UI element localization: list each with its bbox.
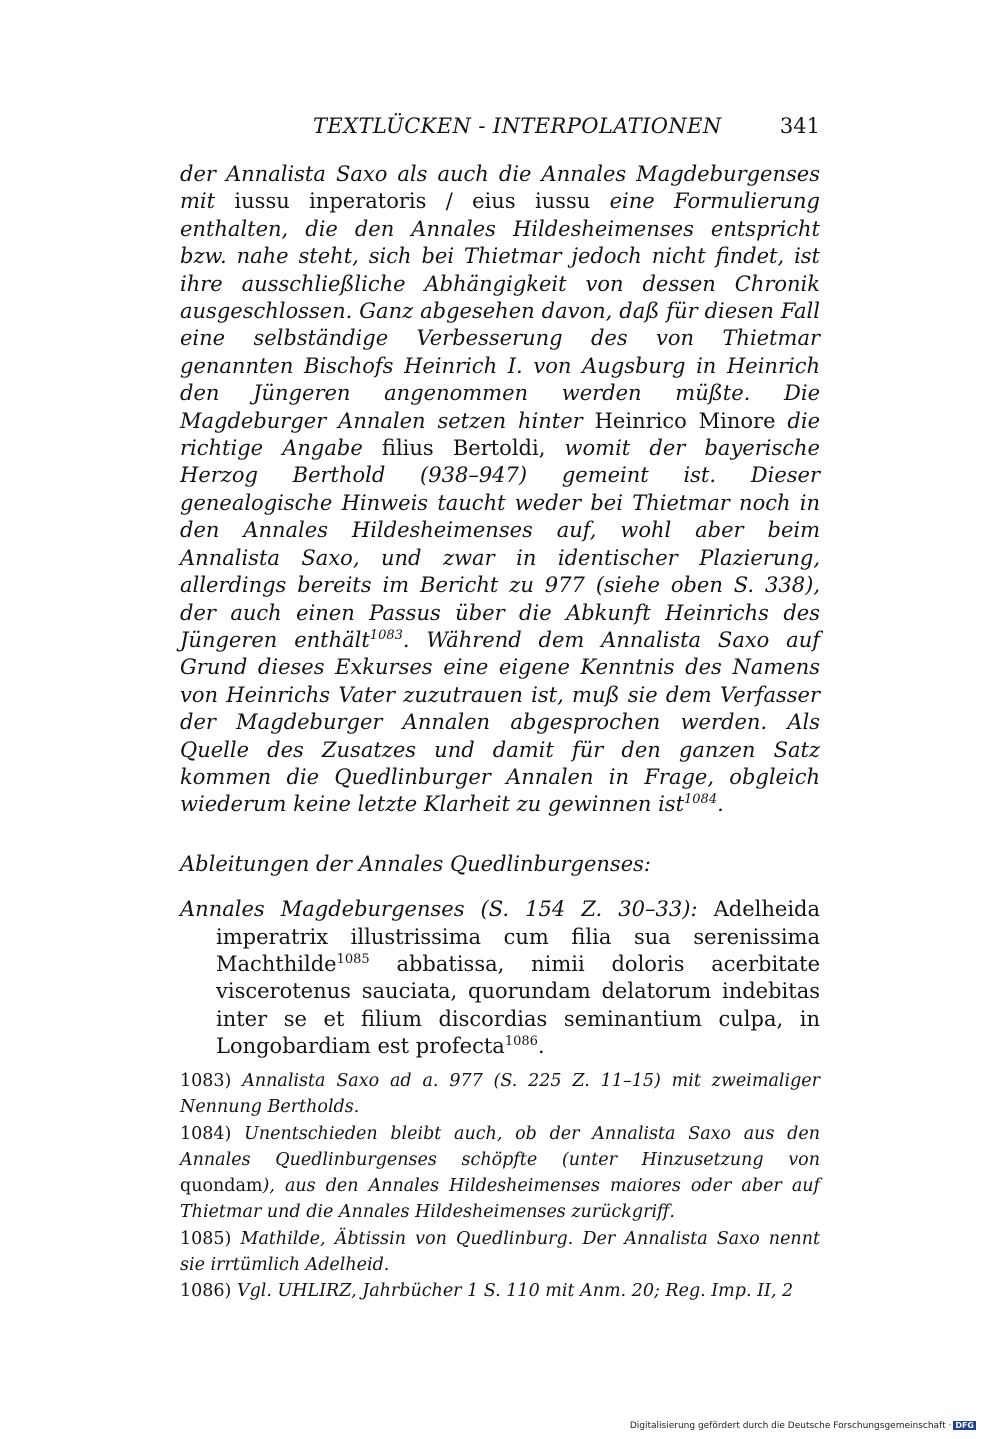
source-excerpt [180, 896, 820, 1060]
footnotes [180, 1068, 820, 1305]
excerpt-source: Annales Magdeburgenses (S. 154 Z. 30–33): [180, 897, 698, 922]
text-span: eine Formulierung enthalten, die den Annales Hildesheimenses entspricht bzw. nahe steht, sich bei Thietmar jedoch nicht findet, ist ihre ausschließliche Abhängigkeit von dessen Chronik ausgeschlossen. Ganz abgesehen davon, daß für diesen Fall eine selbständige Verbesserung des von Thietmar genannten Bischofs Heinrich I. von Augsburg in Heinrich den Jüngeren angenommen werden müßte. Die Magdeburger Annalen setzen hinter [180, 189, 820, 433]
footnote-ref-1083: 1083 [369, 627, 403, 643]
running-head [180, 114, 820, 148]
digitization-text: Digitalisierung gefördert durch die Deutsche Forschungsgemeinschaft · [629, 1421, 952, 1431]
section-heading: Ableitungen der Annales Quedlinburgenses: [180, 851, 651, 876]
footnote-number: 1085) [180, 1228, 232, 1249]
footnote-1083 [180, 1068, 820, 1121]
text-span: der Annalista Saxo als auch die Annales Magdeburgenses mit [180, 162, 820, 214]
text-span: iussu inperatoris / eius iussu [215, 189, 610, 214]
footnote-number: 1084) [180, 1123, 232, 1144]
text-span: Adelheida imperatrix illustrissima cum filia sua serenissima Machthilde [216, 897, 821, 976]
footnote-text: Vgl. UHLIRZ, Jahrbücher 1 S. 110 mit Anm. 20; Reg. Imp. II, 2 [231, 1281, 794, 1302]
page-number: 341 [779, 114, 820, 138]
text-span: filius Bertoldi, [362, 436, 565, 461]
dfg-logo: DFG [955, 1421, 974, 1430]
footnote-ref-1085: 1085 [336, 951, 370, 967]
text-span: . Während dem Annalista Saxo auf Grund dieses Exkurses eine eigene Kenntnis des Namens von Heinrichs Vater zuzutrauen ist, muß sie dem Verfasser der Magdeburger Annalen abgesprochen werden. Als Quelle des Zusatzes und damit für den ganzen Satz kommen die Quedlinburger Annalen in Frage, obgleich wiederum keine letzte Klarheit zu gewinnen ist [180, 627, 821, 817]
paragraph [180, 161, 820, 819]
footnote-number: 1083) [180, 1071, 232, 1091]
footnote-1085 [180, 1226, 820, 1279]
running-title: TEXTLÜCKEN - INTERPOLATIONEN [313, 114, 722, 138]
main-text [180, 161, 820, 1061]
text-span: abbatissa, nimii doloris acerbitate viscerotenus sauciata, quorundam delatorum indebitas inter se et filium discordias seminantium culpa, in Longobardiam est profecta [216, 951, 820, 1059]
text-span: . [717, 792, 724, 817]
footnote-1084 [180, 1121, 820, 1226]
footnote-number: 1086) [180, 1281, 232, 1302]
footnote-text: Mathilde, Äbtissin von Quedlinburg. Der Annalista Saxo nennt sie irrtümlich Adelheid. [180, 1228, 820, 1276]
footnote-1086 [180, 1278, 820, 1304]
footnote-text: quondam [180, 1176, 263, 1197]
text-span: die richtige Angabe [180, 408, 820, 461]
footnote-text: Annalista Saxo ad a. 977 (S. 225 Z. 11–15) mit zweimaliger Nennung Bertholds. [180, 1071, 820, 1118]
text-span: . [537, 1034, 545, 1059]
footnote-text: ), aus den Annales Hildesheimenses maiores oder aber auf Thietmar und die Annales Hildesheimenses zurückgriff. [180, 1176, 820, 1223]
text-span: Heinrico Minore [582, 408, 788, 433]
footnote-ref-1086: 1086 [504, 1034, 538, 1050]
footnote-ref-1084: 1084 [684, 792, 718, 808]
text-span: womit der bayerische Herzog Berthold (938–947) gemeint ist. Dieser genealogische Hinweis taucht weder bei Thietmar noch in den Annales Hildesheimenses auf, wohl aber beim Annalista Saxo, und zwar in identischer Plazierung, allerdings bereits im Bericht zu 977 (siehe oben S. 338), der auch einen Passus über die Abkunft Heinrichs des Jüngeren enthält [180, 436, 820, 652]
digitization-note [630, 1421, 976, 1431]
footnote-text: Unentschieden bleibt auch, ob der Annalista Saxo aus den Annales Quedlinburgenses schöpfte (unter Hinzusetzung von [180, 1123, 820, 1170]
